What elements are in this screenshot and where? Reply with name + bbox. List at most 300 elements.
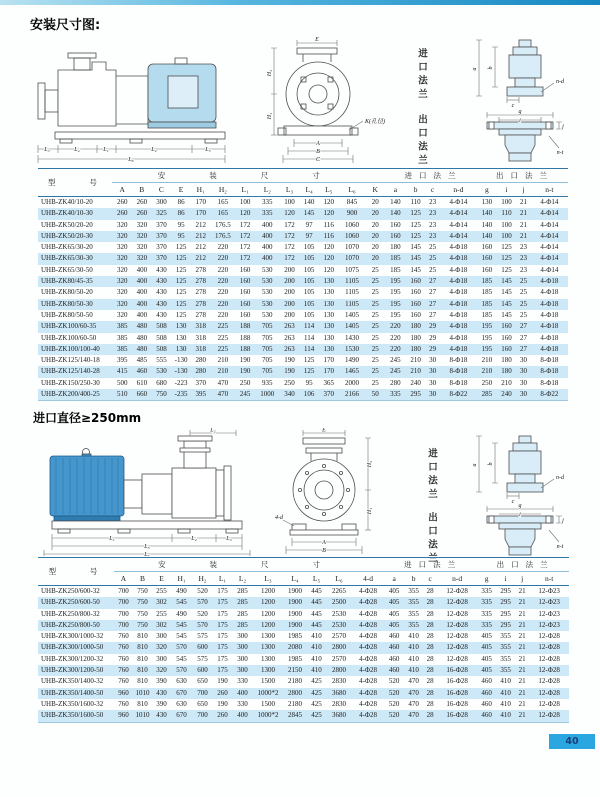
dim-label-L1: L₁ [103, 147, 109, 153]
dim-cell: 116 [323, 220, 334, 229]
inlet-flange-drawing [507, 40, 543, 96]
dim-cell: 185 [390, 265, 401, 274]
dim-cell: 285 [237, 598, 248, 607]
dim-cell: 175 [217, 620, 228, 629]
dim-cell: 320 [116, 310, 128, 319]
dim-cell: 260 [217, 688, 228, 697]
table-row [38, 654, 569, 665]
dim-cell: 110 [410, 198, 421, 206]
dim-cell: 210 [501, 378, 512, 387]
dim-cell: 29 [429, 344, 437, 353]
column-header: L₅ [325, 185, 333, 194]
dim-cell: 160 [410, 288, 421, 297]
dim-label-L4: L₄ [74, 147, 80, 153]
dim-label-b-2: b [488, 462, 494, 466]
dim-label-L3-2: L₃ [226, 536, 232, 542]
dim-label-A-2: A [322, 540, 326, 546]
dim-cell: 250 [284, 378, 295, 387]
table-row [38, 242, 568, 253]
dim-cell: 188 [239, 322, 251, 331]
model-cell: UHB-ZK100/100-40 [41, 344, 100, 353]
dim-cell: 245 [239, 390, 251, 399]
dim-cell: 2830 [332, 677, 346, 686]
dim-cell: 670 [176, 688, 187, 697]
dim-cell: 285 [481, 390, 493, 399]
dim-cell: 130 [481, 198, 493, 206]
dim-cell: 520 [388, 677, 400, 686]
dim-cell: 28 [426, 632, 434, 641]
dim-cell: 25 [519, 299, 527, 308]
dim-cell: 302 [156, 620, 167, 629]
dim-cell: 365 [323, 378, 334, 387]
dim-cell: 195 [390, 288, 401, 297]
dim-cell: 410 [500, 688, 511, 697]
dim-cell: 320 [116, 220, 128, 229]
dim-cell: 25 [519, 310, 527, 319]
dim-cell: 23 [429, 198, 437, 206]
model-cell: UHB-ZK100/60-50 [41, 333, 97, 342]
model-cell: UHB-ZK125/140-28 [41, 367, 100, 376]
dim-cell: 220 [390, 344, 401, 353]
dim-cell: 278 [195, 310, 206, 319]
dim-cell: 4-Φ14 [540, 231, 559, 240]
dim-cell: 4-Φ18 [449, 344, 468, 353]
dim-label-i: i [519, 118, 521, 124]
dim-label-g: g [518, 109, 522, 115]
dim-cell: 170 [323, 356, 334, 365]
model-cell: UHB-ZK300/1000-50 [41, 643, 104, 652]
dim-cell: 210 [217, 356, 229, 365]
dim-cell: 430 [156, 299, 167, 308]
dim-cell: 1500 [261, 677, 275, 686]
dim-cell: 278 [195, 277, 206, 286]
table-row [38, 710, 569, 722]
dim-cell: 320 [116, 299, 128, 308]
dim-cell: 575 [197, 632, 208, 641]
dim-cell: 760 [118, 699, 129, 708]
dim-cell: 160 [481, 254, 493, 263]
dim-cell: 1900 [288, 609, 302, 618]
dim-cell: 320 [136, 254, 148, 263]
dim-cell: 172 [239, 220, 251, 229]
dim-cell: 140 [481, 209, 493, 218]
dim-cell: 30 [429, 390, 437, 399]
column-header: B [139, 574, 145, 583]
dim-cell: 335 [390, 390, 401, 399]
dim-cell: 220 [217, 265, 229, 274]
dim-cell: 105 [303, 254, 315, 263]
dim-cell: 300 [156, 654, 167, 663]
dim-cell: 1500 [261, 699, 275, 708]
dim-cell: 630 [176, 677, 187, 686]
model-cell: UHB-ZK300/1000-32 [41, 632, 104, 641]
dim-cell: 172 [239, 231, 251, 240]
dim-cell: 28 [426, 598, 434, 607]
dim-cell: 25 [371, 367, 379, 376]
model-cell: UHB-ZK250/600-50 [41, 598, 100, 607]
model-cell: UHB-ZK350/1400-50 [41, 688, 104, 697]
dim-cell: 27 [429, 299, 437, 308]
dim-label-B-2: B [322, 548, 326, 554]
dim-cell: 960 [118, 711, 129, 720]
dim-cell: 25 [429, 265, 437, 274]
dim-cell: 325 [156, 209, 167, 218]
dim-cell: 200 [284, 277, 295, 286]
dim-cell: 405 [481, 666, 492, 675]
column-header: j [521, 574, 524, 583]
dim-cell: 425 [311, 677, 322, 686]
dim-cell: 355 [408, 609, 419, 618]
dim-cell: 130 [175, 322, 187, 331]
dim-cell: 160 [410, 310, 421, 319]
dim-cell: 2845 [288, 711, 302, 720]
column-header: L₅ [312, 574, 321, 583]
model-cell: UHB-ZK125/140-18 [41, 356, 100, 365]
dim-cell: 485 [136, 356, 148, 365]
dim-cell: 25 [519, 277, 527, 286]
dim-cell: 410 [408, 632, 419, 641]
dim-cell: 140 [390, 209, 401, 218]
dim-cell: 27 [429, 310, 437, 319]
dim-cell: 520 [388, 699, 400, 708]
dim-cell: 190 [284, 367, 295, 376]
dim-cell: 460 [388, 666, 400, 675]
dim-cell: 120 [323, 209, 334, 218]
dim-cell: 95 [305, 378, 313, 387]
dim-cell: 705 [262, 367, 273, 376]
dim-cell: 175 [217, 643, 228, 652]
dim-cell: 285 [237, 609, 248, 618]
dim-cell: 355 [500, 643, 511, 652]
dim-cell: 3680 [332, 711, 346, 720]
dim-cell: 430 [156, 288, 167, 297]
dim-cell: 125 [175, 243, 187, 252]
column-header: E [178, 185, 184, 194]
dim-cell: 2530 [332, 620, 346, 629]
dim-cell: 95 [177, 231, 185, 240]
dim-cell: 355 [408, 598, 419, 607]
table-row [38, 366, 568, 377]
dim-cell: 320 [116, 254, 128, 263]
dim-cell: 300 [237, 643, 248, 652]
dim-cell: 530 [262, 310, 273, 319]
section2-diagrams [0, 428, 600, 556]
dim-cell: 2570 [332, 654, 346, 663]
dim-cell: 28 [426, 643, 434, 652]
dim-cell: 25 [371, 378, 379, 387]
column-header: L₂ [263, 185, 271, 194]
dim-cell: 160 [239, 265, 251, 274]
dim-cell: 410 [408, 666, 419, 675]
table-row [38, 676, 569, 687]
dim-cell: 28 [426, 666, 434, 675]
dim-cell: 400 [237, 688, 248, 697]
dim-cell: 425 [311, 699, 322, 708]
dim-cell: 1985 [288, 654, 302, 663]
dim-cell: 460 [388, 632, 400, 641]
dim-cell: 28 [426, 609, 434, 618]
dim-cell: 2180 [288, 699, 302, 708]
dim-cell: 705 [262, 356, 273, 365]
column-header: H₂ [198, 574, 207, 583]
pump-side-view-drawing [38, 53, 225, 143]
dim-label-E: E [315, 37, 319, 43]
dim-cell: 460 [388, 643, 400, 652]
dim-cell: 21 [519, 209, 527, 218]
dim-cell: 4-Φ28 [359, 654, 378, 663]
dim-cell: 4-Φ18 [449, 277, 468, 286]
dim-label-L5-2: L₅ [144, 544, 150, 550]
table-row [38, 620, 569, 631]
dim-label-j-2: j [562, 518, 564, 524]
dim-cell: 445 [311, 620, 322, 629]
model-cell: UHB-ZK350/1600-50 [41, 711, 104, 720]
dim-cell: 27 [519, 322, 527, 331]
dim-cell: 30 [519, 367, 527, 376]
model-cell: UHB-ZK80/45-35 [41, 277, 93, 286]
dim-cell: 400 [262, 220, 273, 229]
dim-cell: 160 [501, 322, 512, 331]
table-row [38, 688, 569, 699]
dim-cell: 430 [156, 265, 167, 274]
dim-cell: 2080 [288, 643, 302, 652]
dim-cell: 195 [390, 277, 401, 286]
dim-cell: 510 [116, 390, 128, 399]
dim-cell: 4-Φ28 [359, 598, 378, 607]
dim-cell: 212 [195, 254, 206, 263]
dim-cell: 280 [195, 367, 206, 376]
dim-cell: 705 [262, 322, 273, 331]
dim-cell: 97 [305, 220, 313, 229]
dim-cell: 2500 [332, 598, 346, 607]
dim-cell: 12-Φ23 [538, 620, 560, 629]
dim-cell: 25 [371, 277, 379, 286]
dim-cell: 425 [311, 711, 322, 720]
column-group-header: 进口法兰 [384, 558, 477, 572]
dim-cell: 120 [239, 209, 251, 218]
dim-cell: 220 [217, 310, 229, 319]
dim-cell: 105 [303, 277, 315, 286]
dim-cell: 12-Φ23 [538, 598, 560, 607]
dim-cell: 21 [518, 643, 526, 652]
dim-cell: 125 [175, 254, 187, 263]
dim-cell: 220 [217, 254, 229, 263]
dim-cell: 960 [118, 688, 129, 697]
dim-cell: 335 [262, 209, 273, 218]
dim-cell: 470 [217, 378, 229, 387]
dim-cell: 28 [426, 711, 434, 720]
dim-cell: 4-Φ18 [449, 254, 468, 263]
dim-cell: 318 [195, 333, 206, 342]
dim-cell: 330 [237, 677, 248, 686]
dim-label-K: K(孔径) [365, 119, 385, 125]
table-row [38, 378, 568, 389]
dim-cell: 1075 [344, 265, 359, 274]
model-cell: UHB-ZK300/1200-32 [41, 654, 104, 663]
column-header: L₃ [264, 574, 272, 583]
dim-cell: 20 [371, 243, 379, 252]
dim-cell: -235 [174, 390, 188, 399]
dim-cell: -223 [174, 378, 188, 387]
dim-cell: 195 [390, 299, 401, 308]
dim-cell: 145 [501, 299, 512, 308]
dim-cell: 125 [175, 310, 187, 319]
dim-cell: 705 [262, 333, 273, 342]
dim-cell: 4-Φ14 [540, 220, 559, 229]
column-header: n-d [453, 185, 464, 194]
table-row [38, 631, 569, 642]
dim-label-L2-2: L₂ [210, 428, 216, 434]
table-row [38, 197, 568, 209]
dim-cell: 445 [311, 598, 322, 607]
dim-cell: 4-Φ14 [449, 231, 468, 240]
dim-cell: 21 [518, 711, 526, 720]
dim-cell: 125 [410, 220, 421, 229]
dim-cell: 145 [410, 265, 421, 274]
dim-cell: 300 [156, 632, 167, 641]
table-row [38, 231, 568, 242]
dim-cell: 12-Φ28 [446, 609, 468, 618]
dim-cell: 175 [217, 632, 228, 641]
dim-cell: 175 [217, 654, 228, 663]
dim-label-H1: H₁ [267, 112, 273, 120]
dim-cell: 1300 [261, 643, 275, 652]
dim-cell: 670 [176, 711, 187, 720]
dim-cell: 2530 [332, 609, 346, 618]
dim-cell: 2800 [288, 688, 302, 697]
dim-cell: 318 [195, 344, 206, 353]
dim-cell: 335 [481, 620, 492, 629]
column-header: L₂ [238, 574, 247, 583]
dim-cell: 23 [519, 254, 527, 263]
dim-cell: 520 [197, 609, 208, 618]
column-header: A [119, 185, 125, 194]
dim-cell: 4-Φ14 [449, 209, 468, 218]
dim-cell: 1200 [261, 598, 275, 607]
dim-cell: 125 [501, 265, 512, 274]
section2-title: 进口直径≥250mm [33, 411, 142, 425]
dim-cell: 4-Φ14 [449, 198, 468, 206]
dim-cell: 188 [239, 333, 251, 342]
dim-cell: 760 [118, 654, 129, 663]
dim-cell: 700 [118, 598, 129, 607]
dim-cell: 105 [303, 288, 315, 297]
table-row [38, 276, 568, 287]
dim-cell: 100 [284, 198, 295, 206]
dim-cell: 650 [197, 699, 208, 708]
dim-cell: 340 [284, 390, 295, 399]
dim-cell: 405 [388, 598, 400, 607]
dim-cell: 280 [195, 356, 206, 365]
dim-cell: 106 [303, 390, 315, 399]
dim-cell: 4-Φ28 [359, 609, 378, 618]
dim-cell: 2180 [288, 677, 302, 686]
dim-cell: 145 [303, 209, 315, 218]
dim-cell: 175 [217, 666, 228, 675]
dim-cell: 195 [481, 322, 493, 331]
dim-cell: 12-Φ28 [538, 666, 560, 675]
dim-cell: 260 [116, 198, 128, 206]
dim-cell: 410 [408, 654, 419, 663]
dim-cell: 4-Φ18 [540, 288, 559, 297]
column-header: j [522, 185, 525, 194]
dim-cell: 21 [518, 620, 526, 629]
dim-cell: 278 [195, 299, 206, 308]
dim-cell: 460 [481, 711, 492, 720]
dim-cell: 278 [195, 288, 206, 297]
dim-cell: 263 [284, 344, 295, 353]
dim-cell: 16-Φ28 [446, 688, 468, 697]
dim-cell: 302 [156, 598, 167, 607]
dim-label-H1-2: H₁ [367, 507, 373, 515]
dim-cell: 160 [239, 288, 251, 297]
dim-cell: 210 [217, 367, 229, 376]
dim-cell: 470 [408, 688, 419, 697]
dim-cell: 95 [177, 220, 185, 229]
dim-cell: 810 [137, 654, 148, 663]
dim-cell: 335 [262, 198, 273, 206]
dim-cell: 410 [500, 699, 511, 708]
dim-cell: 125 [175, 277, 187, 286]
dim-cell: 4-Φ28 [359, 632, 378, 641]
dim-cell: 12-Φ28 [538, 699, 560, 708]
dim-cell: 530 [262, 299, 273, 308]
dim-cell: 29 [429, 322, 437, 331]
dim-cell: 355 [408, 620, 419, 629]
dim-cell: 25 [371, 288, 379, 297]
model-cell: UHB-ZK80/50-50 [41, 310, 93, 319]
dim-cell: 21 [518, 666, 526, 675]
outlet-flange-drawing [487, 122, 553, 161]
dim-cell: 12-Φ28 [446, 654, 468, 663]
column-header: a [393, 185, 398, 194]
dim-cell: 520 [197, 587, 208, 595]
dim-cell: 210 [410, 356, 421, 365]
dim-label-nd: n-d [556, 79, 564, 85]
dim-cell: 200 [284, 310, 295, 319]
dim-cell: 100 [239, 198, 251, 206]
dim-label-H2-2: H₂ [367, 460, 373, 468]
dim-cell: 263 [284, 333, 295, 342]
dim-cell: 4-Φ14 [540, 254, 559, 263]
dim-cell: 545 [176, 632, 187, 641]
dim-cell: 100 [501, 198, 512, 206]
dim-cell: 12-Φ28 [538, 632, 560, 641]
dim-cell: 180 [501, 356, 512, 365]
model-cell: UHB-ZK65/30-50 [41, 265, 93, 274]
dim-cell: 705 [262, 344, 273, 353]
dim-cell: 295 [500, 609, 511, 618]
pump-assembly-drawing [50, 436, 242, 533]
dim-cell: 4-Φ14 [540, 198, 559, 206]
pump-front-view-drawing [278, 48, 358, 135]
dim-cell: 145 [501, 310, 512, 319]
column-header: E [159, 574, 164, 583]
table-row [38, 389, 568, 401]
dim-cell: 410 [500, 711, 511, 720]
dim-cell: 320 [116, 288, 128, 297]
dim-cell: 1000*2 [257, 688, 279, 697]
dim-cell: 25 [371, 310, 379, 319]
dim-cell: 700 [197, 711, 208, 720]
dim-cell: 125 [175, 299, 187, 308]
dim-cell: 410 [311, 643, 322, 652]
column-group-header: 安装尺寸 [114, 558, 384, 572]
dim-cell: 120 [284, 209, 295, 218]
dim-cell: 140 [481, 231, 493, 240]
column-header: L₄ [291, 574, 299, 583]
dim-cell: 935 [262, 378, 273, 387]
